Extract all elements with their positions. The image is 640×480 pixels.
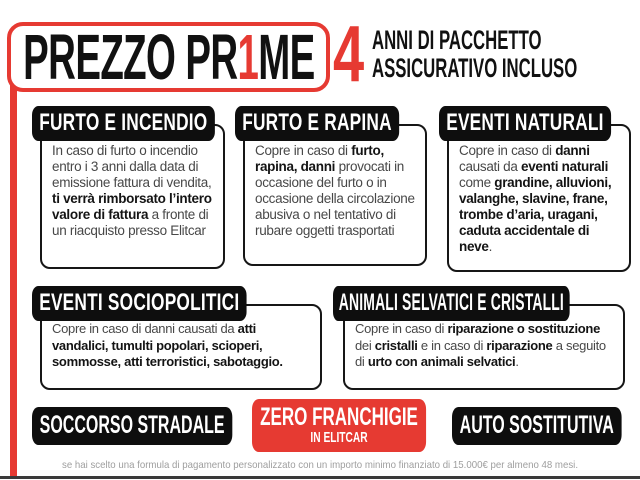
card-title: ANIMALI SELVATICI E CRISTALLI (333, 286, 570, 321)
subtitle-line1: ANNI DI PACCHETTO (372, 25, 542, 55)
subtitle (372, 26, 577, 82)
years-number: 4 (333, 9, 365, 98)
title-pre: PREZZO PR (22, 21, 238, 93)
subtitle-line2: ASSICURATIVO INCLUSO (372, 53, 578, 83)
left-accent-bar (10, 84, 17, 476)
card-body: Copre in caso di danni causati da eventi naturali come grandine, alluvioni, valanghe, slavine, frane, trombe d’aria, uragani, caduta accidentale di neve. (447, 124, 631, 272)
card-title: EVENTI NATURALI (439, 106, 611, 141)
pill-auto-sostitutiva: AUTO SOSTITUTIVA (452, 407, 621, 445)
card-body: In caso di furto o incendio entro i 3 anni dalla data di emissione fattura di vendita, ti verrà rimborsato l’intero valore di fattura a fronte di un riacquisto presso Elitcar (40, 124, 225, 269)
bottom-rule (0, 476, 640, 479)
card-title: FURTO E RAPINA (235, 106, 399, 141)
zero-franchigie-label: ZERO FRANCHIGIE (260, 403, 418, 431)
title-highlight-digit: 1 (237, 21, 258, 93)
footnote: se hai scelto una formula di pagamento personalizzato con un importo minimo finanziato di 15.000€ per almeno 48 mesi. (61, 459, 579, 471)
title-post: ME (257, 21, 315, 93)
card-body: Copre in caso di furto, rapina, danni provocati in occasione del furto o in occasione della circolazione abusiva o nel tentativo di rubare oggetti trasportati (243, 124, 427, 266)
card-title: EVENTI SOCIOPOLITICI (32, 286, 247, 321)
pill-zero-franchigie (252, 399, 426, 452)
card-body: Copre in caso di danni causati da atti vandalici, tumulti popolari, scioperi, sommosse, atti terroristici, sabotaggio. (40, 304, 322, 390)
card-body: Copre in caso di riparazione o sostituzione dei cristalli e in caso di riparazione a seguito di urto con animali selvatici. (343, 304, 625, 390)
card-title: FURTO E INCENDIO (32, 106, 215, 141)
page-title (22, 21, 315, 93)
title-box (7, 22, 330, 92)
in-elitcar-label: IN ELITCAR (310, 429, 368, 446)
pill-soccorso-stradale: SOCCORSO STRADALE (32, 407, 232, 445)
